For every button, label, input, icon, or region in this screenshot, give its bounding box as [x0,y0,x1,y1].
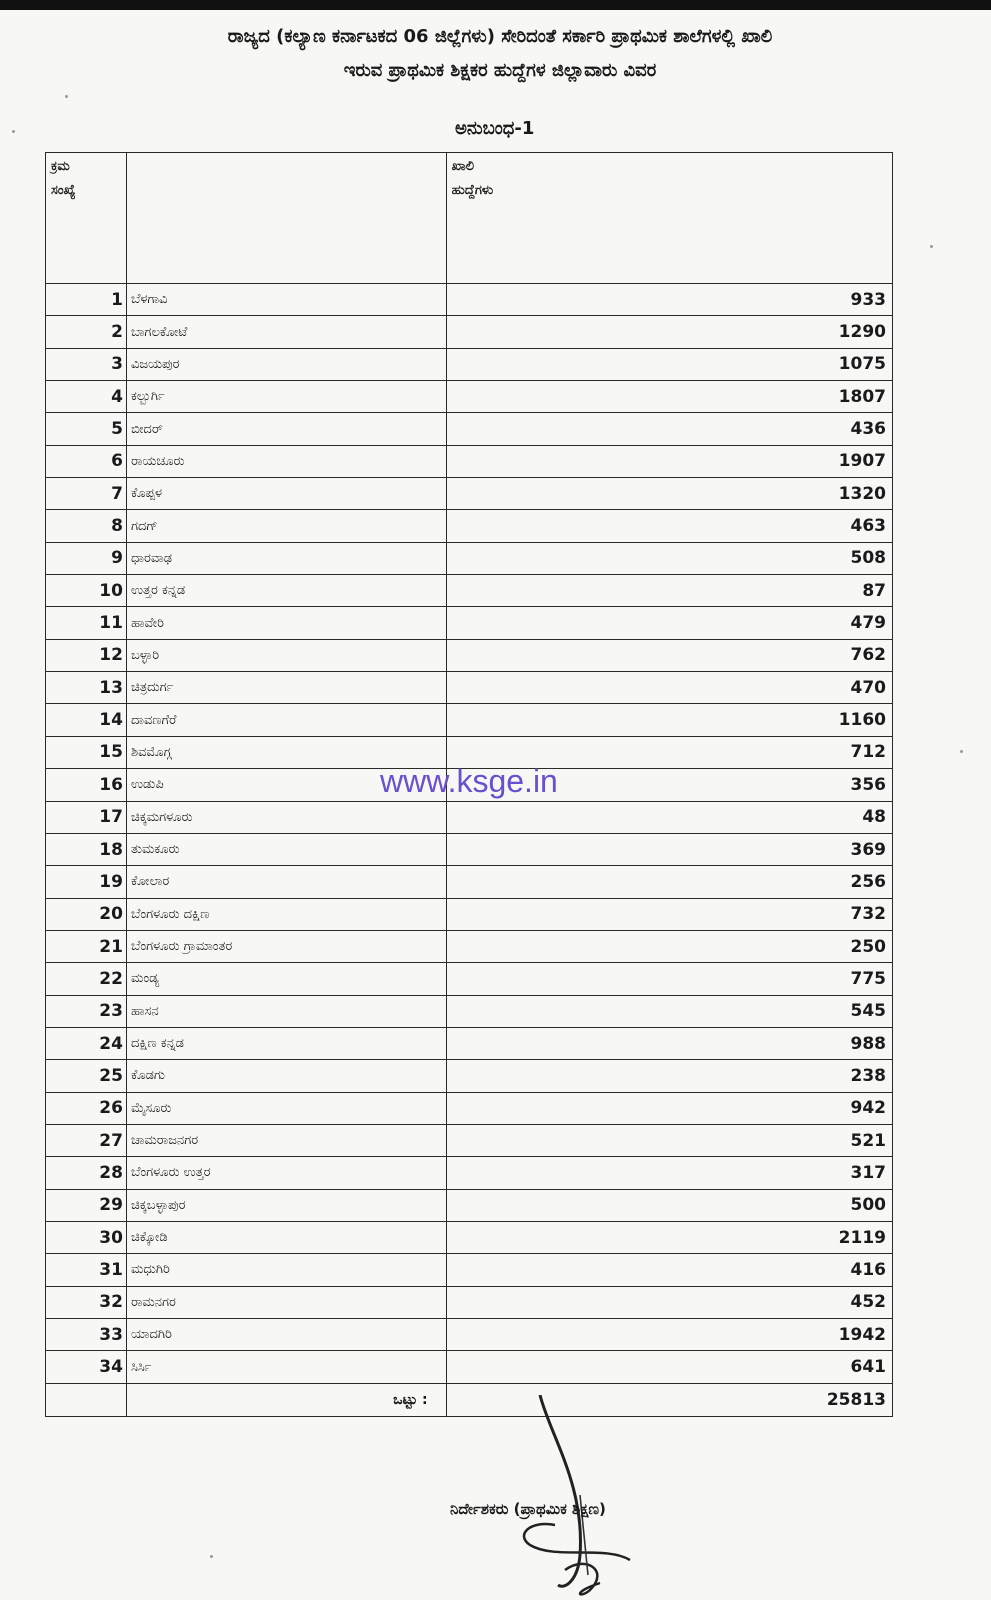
serial-number-cell: 20 [46,898,127,930]
header-district [126,153,446,284]
vacant-posts-cell: 508 [446,542,892,574]
serial-number-cell: 24 [46,1027,127,1059]
paper-speck [960,750,963,753]
vacant-posts-cell: 256 [446,866,892,898]
district-name-cell: ಹಾಸನ [126,995,446,1027]
table-row [46,575,893,607]
vacant-posts-cell: 250 [446,930,892,962]
serial-number-cell: 11 [46,607,127,639]
vacant-posts-cell: 317 [446,1157,892,1189]
vacant-posts-cell: 87 [446,575,892,607]
table-row [46,1351,893,1383]
serial-number-cell: 33 [46,1319,127,1351]
table-row [46,413,893,445]
serial-number-cell: 30 [46,1221,127,1253]
district-name-cell: ಗದಗ್ [126,510,446,542]
header-serial-line2: ಸಂಖ್ಯೆ [51,183,76,198]
paper-speck [65,95,68,98]
table-row [46,607,893,639]
table-row [46,1286,893,1318]
district-name-cell: ತುಮಕೂರು [126,833,446,865]
header-vacant-line2: ಹುದ್ದೆಗಳು [451,183,494,198]
district-name-cell: ಮೈಸೂರು [126,1092,446,1124]
district-name-cell: ರಾಯಚೂರು [126,445,446,477]
serial-number-cell: 5 [46,413,127,445]
document-title [40,20,960,88]
table-row [46,930,893,962]
vacant-posts-cell: 933 [446,284,892,316]
signatory-designation: ನಿರ್ದೇಶಕರು (ಪ್ರಾಥಮಿಕ ಶಿಕ್ಷಣ) [450,1500,606,1518]
vacant-posts-cell: 712 [446,736,892,768]
district-name-cell: ಉಡುಪಿ [126,769,446,801]
serial-number-cell: 27 [46,1124,127,1156]
serial-number-cell: 29 [46,1189,127,1221]
vacant-posts-cell: 238 [446,1060,892,1092]
serial-number-cell: 31 [46,1254,127,1286]
district-name-cell: ಕಲ್ಬುರ್ಗಿ [126,381,446,413]
vacant-posts-cell: 452 [446,1286,892,1318]
district-name-cell: ಚಿಕ್ಕಮಗಳೂರು [126,801,446,833]
district-name-cell: ಚಿತ್ರದುರ್ಗ [126,672,446,704]
district-name-cell: ಬಳ್ಳಾರಿ [126,639,446,671]
serial-number-cell: 7 [46,478,127,510]
header-vacant-line1: ಖಾಲಿ [451,159,474,174]
annexure-label: ಅನುಬಂಧ-1 [455,118,535,139]
table-row [46,1027,893,1059]
total-empty-cell [46,1383,127,1416]
serial-number-cell: 6 [46,445,127,477]
serial-number-cell: 8 [46,510,127,542]
serial-number-cell: 34 [46,1351,127,1383]
serial-number-cell: 15 [46,736,127,768]
watermark-url: www.ksge.in [380,763,558,799]
serial-number-cell: 9 [46,542,127,574]
district-name-cell: ಸಿರ್ಸಿ [126,1351,446,1383]
vacant-posts-cell: 942 [446,1092,892,1124]
table-row [46,348,893,380]
district-name-cell: ದಕ್ಷಿಣ ಕನ್ನಡ [126,1027,446,1059]
table-row [46,866,893,898]
serial-number-cell: 17 [46,801,127,833]
table-row [46,284,893,316]
table-row [46,510,893,542]
vacant-posts-cell: 1075 [446,348,892,380]
serial-number-cell: 32 [46,1286,127,1318]
table-row [46,1092,893,1124]
vacant-posts-cell: 988 [446,1027,892,1059]
vacant-posts-cell: 762 [446,639,892,671]
title-line-2: ಇರುವ ಪ್ರಾಥಮಿಕ ಶಿಕ್ಷಕರ ಹುದ್ದೆಗಳ ಜಿಲ್ಲಾವಾರು ವಿವರ [343,60,657,81]
vacant-posts-cell: 463 [446,510,892,542]
vacant-posts-cell: 2119 [446,1221,892,1253]
table-row [46,995,893,1027]
serial-number-cell: 13 [46,672,127,704]
table-row [46,833,893,865]
table-row [46,1157,893,1189]
paper-speck [210,1555,213,1558]
district-name-cell: ಚಿಕ್ಕೋಡಿ [126,1221,446,1253]
table-row [46,1221,893,1253]
vacant-posts-cell: 48 [446,801,892,833]
district-name-cell: ಕೊಡಗು [126,1060,446,1092]
vacant-posts-cell: 356 [446,769,892,801]
total-label: ಒಟ್ಟು : [126,1383,446,1416]
district-name-cell: ಬಾಗಲಕೋಟೆ [126,316,446,348]
header-vacant-posts [446,153,892,284]
serial-number-cell: 26 [46,1092,127,1124]
district-name-cell: ಕೋಲಾರ [126,866,446,898]
table-row [46,1189,893,1221]
serial-number-cell: 19 [46,866,127,898]
table-row [46,316,893,348]
district-name-cell: ಬೆಳಗಾವಿ [126,284,446,316]
serial-number-cell: 1 [46,284,127,316]
district-name-cell: ಬೆಂಗಳೂರು ದಕ್ಷಿಣ [126,898,446,930]
handwritten-signature [510,1395,650,1600]
table-row [46,801,893,833]
serial-number-cell: 2 [46,316,127,348]
vacant-posts-cell: 1807 [446,381,892,413]
table-row [46,1319,893,1351]
table-body [46,284,893,1384]
table-row [46,381,893,413]
serial-number-cell: 16 [46,769,127,801]
title-line-1: ರಾಜ್ಯದ (ಕಲ್ಯಾಣ ಕರ್ನಾಟಕದ 06 ಜಿಲ್ಲೆಗಳು) ಸೇರಿದಂತೆ ಸರ್ಕಾರಿ ಪ್ರಾಥಮಿಕ ಶಾಲೆಗಳಲ್ಲಿ ಖಾಲಿ [227,26,773,47]
total-row [46,1383,893,1416]
serial-number-cell: 14 [46,704,127,736]
vacant-posts-cell: 1160 [446,704,892,736]
district-name-cell: ಯಾದಗಿರಿ [126,1319,446,1351]
vacant-posts-cell: 775 [446,963,892,995]
district-name-cell: ಮಧುಗಿರಿ [126,1254,446,1286]
vacant-posts-cell: 521 [446,1124,892,1156]
serial-number-cell: 22 [46,963,127,995]
vacant-posts-cell: 641 [446,1351,892,1383]
serial-number-cell: 21 [46,930,127,962]
paper-speck [930,245,933,248]
table-row [46,898,893,930]
district-name-cell: ಕೊಪ್ಪಳ [126,478,446,510]
vacant-posts-cell: 416 [446,1254,892,1286]
table-row [46,704,893,736]
table-row [46,445,893,477]
district-name-cell: ರಾಮನಗರ [126,1286,446,1318]
header-serial-line1: ಕ್ರಮ [51,159,70,174]
table-row [46,1254,893,1286]
top-edge-bar [0,0,991,10]
district-name-cell: ಚಿಕ್ಕಬಳ್ಳಾಪುರ [126,1189,446,1221]
vacant-posts-cell: 1907 [446,445,892,477]
vacant-posts-cell: 1942 [446,1319,892,1351]
serial-number-cell: 25 [46,1060,127,1092]
table-row [46,672,893,704]
total-value: 25813 [446,1383,892,1416]
table-row [46,478,893,510]
table-row [46,963,893,995]
district-name-cell: ಬೀದರ್ [126,413,446,445]
vacant-posts-cell: 369 [446,833,892,865]
serial-number-cell: 10 [46,575,127,607]
table-row [46,542,893,574]
serial-number-cell: 18 [46,833,127,865]
district-name-cell: ಮಂಡ್ಯ [126,963,446,995]
header-serial-no [46,153,127,284]
district-name-cell: ಶಿವಮೊಗ್ಗ [126,736,446,768]
district-name-cell: ಬೆಂಗಳೂರು ಗ್ರಾಮಾಂತರ [126,930,446,962]
vacant-posts-cell: 732 [446,898,892,930]
serial-number-cell: 3 [46,348,127,380]
vacant-posts-cell: 1320 [446,478,892,510]
district-name-cell: ಹಾವೇರಿ [126,607,446,639]
table-row [46,1124,893,1156]
serial-number-cell: 12 [46,639,127,671]
vacant-posts-cell: 479 [446,607,892,639]
district-name-cell: ಚಾಮರಾಜನಗರ [126,1124,446,1156]
table-header-row [46,153,893,284]
serial-number-cell: 28 [46,1157,127,1189]
table-row [46,1060,893,1092]
vacant-posts-cell: 1290 [446,316,892,348]
paper-speck [12,130,15,133]
serial-number-cell: 23 [46,995,127,1027]
vacant-posts-cell: 436 [446,413,892,445]
vacant-posts-cell: 470 [446,672,892,704]
vacant-posts-cell: 500 [446,1189,892,1221]
district-name-cell: ಬೆಂಗಳೂರು ಉತ್ತರ [126,1157,446,1189]
district-name-cell: ಉತ್ತರ ಕನ್ನಡ [126,575,446,607]
district-name-cell: ದಾವಣಗೆರೆ [126,704,446,736]
vacant-posts-cell: 545 [446,995,892,1027]
district-name-cell: ಧಾರವಾಢ [126,542,446,574]
table-row [46,639,893,671]
district-name-cell: ವಿಜಯಪುರ [126,348,446,380]
serial-number-cell: 4 [46,381,127,413]
